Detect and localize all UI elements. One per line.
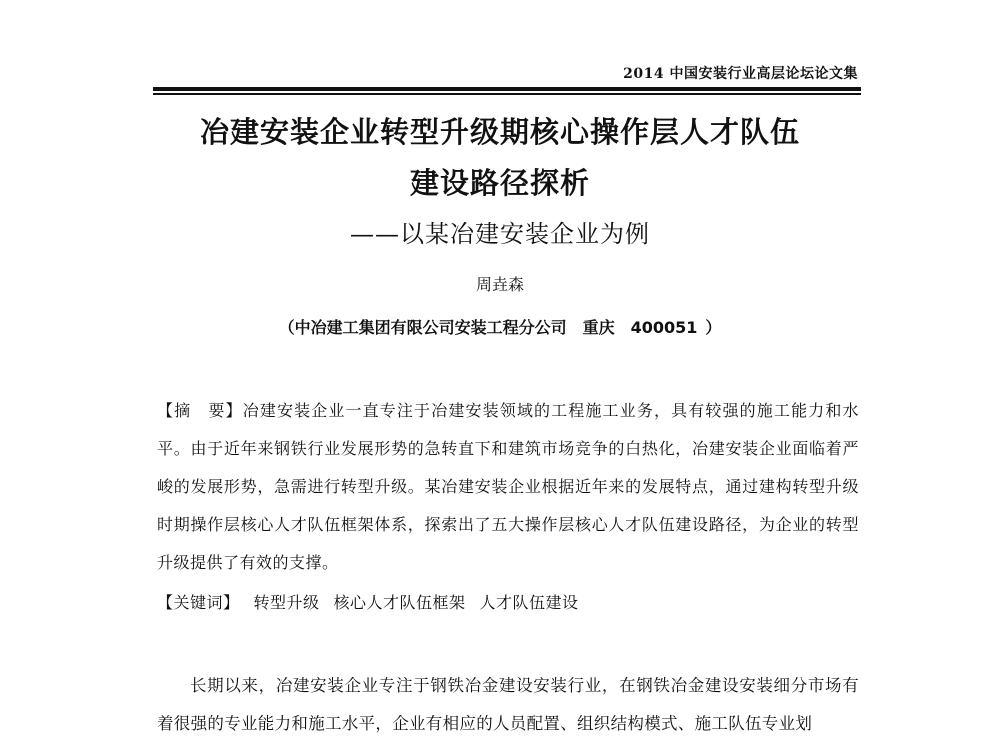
keyword-item: 人才队伍建设 — [479, 593, 579, 612]
abstract — [157, 392, 859, 582]
body-paragraph: 长期以来，冶建安装企业专注于钢铁冶金建设安装行业，在钢铁冶金建设安装细分市场有着很强的专业能力和施工水平，企业有相应的人员配置、组织结构模式、施工队伍专业划 — [157, 676, 859, 733]
header-rule-thick — [153, 87, 861, 91]
affiliation-close-paren: ） — [705, 318, 722, 337]
affiliation-postcode: 400051 — [630, 318, 698, 337]
keyword-item: 转型升级 — [253, 593, 320, 612]
article-subtitle: ——以某冶建安装企业为例 — [350, 220, 650, 248]
affiliation-city: 重庆 — [582, 318, 615, 337]
keywords — [157, 590, 579, 613]
author-affiliation — [0, 315, 1000, 338]
header-rule-thin — [153, 93, 861, 95]
keywords-label: 【关键词】 — [157, 593, 240, 612]
affiliation-org: 中冶建工集团有限公司安装工程分公司 — [294, 318, 567, 337]
article-title-line-1: 冶建安装企业转型升级期核心操作层人才队伍 — [199, 115, 800, 149]
abstract-text: 冶建安装企业一直专注于冶建安装领域的工程施工业务，具有较强的施工能力和水平。由于近年来钢铁行业发展形势的急转直下和建筑市场竞争的白热化，冶建安装企业面临着严峻的发展形势，急需进行转型升级。某冶建安装企业根据近年来的发展特点，通过建构转型升级时期操作层核心人才队伍框架体系，探索出了五大操作层核心人才队伍建设路径，为企业的转型升级提供了有效的支撑。 — [157, 401, 859, 572]
author-name: 周垚森 — [475, 275, 524, 294]
running-header: 2014 中国安装行业高层论坛论文集 — [623, 66, 858, 82]
abstract-label: 【摘 要】 — [157, 401, 243, 420]
article-title-line-2: 建设路径探析 — [409, 166, 590, 200]
keyword-item: 核心人才队伍框架 — [333, 593, 466, 612]
affiliation-open-paren: （ — [278, 318, 295, 337]
